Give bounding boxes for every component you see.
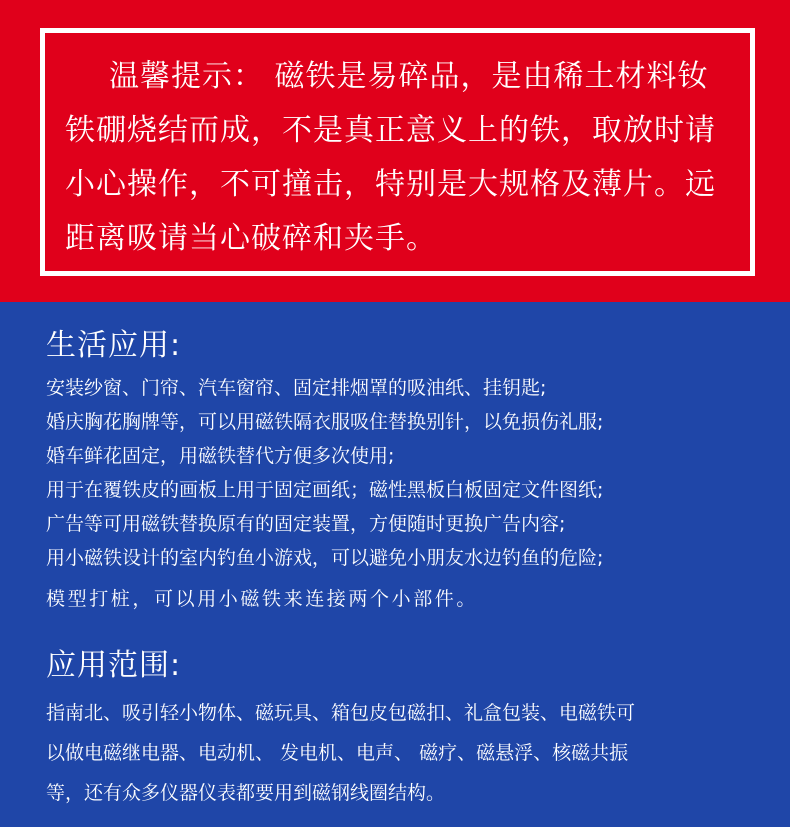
scope-line-3: 等，还有众多仪器仪表都要用到磁钢线圈结构。 — [46, 782, 446, 804]
life-use-line-7: 模型打桩，可以用小磁铁来连接两个小部件。 — [46, 588, 479, 610]
life-use-title: 生活应用: — [46, 328, 182, 363]
life-use-line-5: 广告等可用磁铁替换原有的固定装置，方便随时更换广告内容; — [46, 513, 566, 535]
life-use-line-2: 婚庆胸花胸牌等，可以用磁铁隔衣服吸住替换别针，以免损伤礼服; — [46, 411, 604, 433]
warning-notice — [65, 50, 735, 266]
scope-line-2: 以做电磁继电器、电动机、 发电机、电声、 磁疗、磁悬浮、核磁共振 — [46, 742, 629, 764]
warning-text: 温馨提示： 磁铁是易碎品，是由稀土材料钕铁硼烧结而成，不是真正意义上的铁，取放时请小心操作，不可撞击，特别是大规格及薄片。远距离吸请当心破碎和夹手。 — [65, 59, 716, 256]
scope-title: 应用范围: — [46, 648, 182, 683]
usage-panel — [0, 302, 790, 827]
warning-panel — [0, 0, 790, 302]
scope-line-1: 指南北、吸引轻小物体、磁玩具、箱包皮包磁扣、礼盒包装、电磁铁可 — [46, 702, 636, 724]
life-use-line-1: 安装纱窗、门帘、汽车窗帘、固定排烟罩的吸油纸、挂钥匙; — [46, 377, 547, 399]
life-use-line-4: 用于在覆铁皮的画板上用于固定画纸；磁性黑板白板固定文件图纸; — [46, 479, 604, 501]
life-use-line-3: 婚车鲜花固定，用磁铁替代方便多次使用; — [46, 445, 395, 467]
life-use-line-6: 用小磁铁设计的室内钓鱼小游戏，可以避免小朋友水边钓鱼的危险; — [46, 547, 604, 569]
